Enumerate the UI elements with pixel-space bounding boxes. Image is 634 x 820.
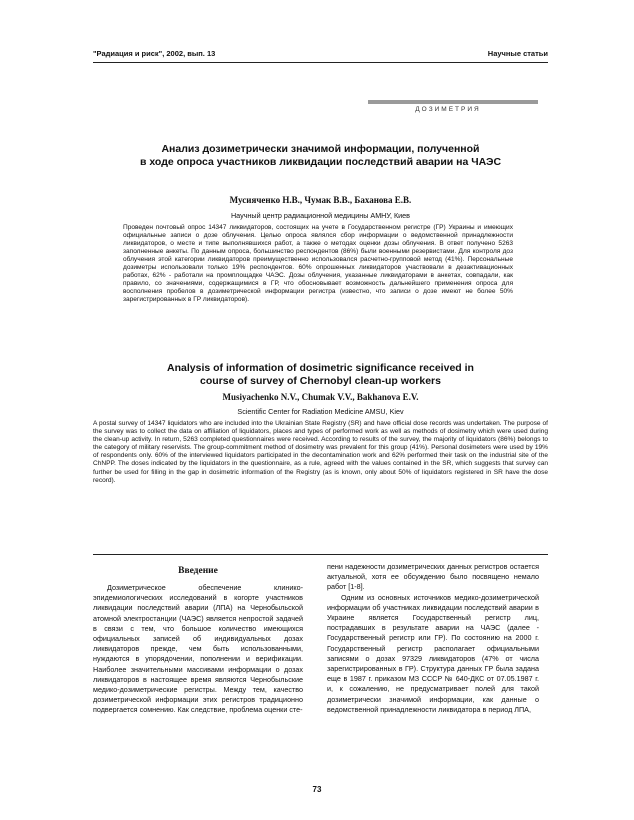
page-number: 73 <box>312 785 322 794</box>
intro-left-paragraph: Дозиметрическое обеспечение клинико-эпидемиологических исследований в когорте участников ликвидации последствий аварии (ЛПА) на Чернобыльской атомной электростанции (ЧАЭС) является непростой задачей в связи с тем, что большое количество имеющихся официальных записей об индивидуальных дозах ликвидаторов прежде, чем быть использованными, нуждаются в упорядочении, пополнении и верификации. Наиболее значительными массивами информации о дозах ликвидаторов в настоящее время являются Чернобыльские медико-дозиметрические регистры. Между тем, качество дозиметрической информации этих регистров традиционно подвергается сомнению. Как следствие, проблема оценки сте- <box>93 583 303 715</box>
intro-heading: Введение <box>178 566 218 576</box>
intro-right-column <box>327 562 539 715</box>
authors-en: Musiyachenko N.V., Chumak V.V., Bakhanova E.V. <box>222 392 419 402</box>
abstract-divider <box>93 554 548 555</box>
article-title-en <box>93 362 548 388</box>
abstract-ru <box>123 224 513 304</box>
intro-right-paragraph-2: Одним из основных источников медико-дозиметрической информации об участниках ликвидации последствий аварии в Украине является Государственный регистр лиц, пострадавших в результате аварии на ЧАЭС (далее - Государственный регистр или ГР). По состоянию на 2000 г. Государственный регистр располагает официальными записями о дозах 97329 ликвидаторов (47% от числа зарегистрированных в ГР). Структура данных ГР была задана еще в 1987 г. приказом МЗ СССР № 640-ДКС от 07.05.1987 г. и, к сожалению, не предусматривает полей для такой дозиметрически значимой информации, как данные о ведомственной принадлежности ликвидатора в период ЛПА, <box>327 592 539 714</box>
section-type: Научные статьи <box>487 49 548 58</box>
institution-ru: Научный центр радиационной медицины АМНУ, Киев <box>230 211 410 220</box>
authors-ru: Мусияченко Н.В., Чумак В.В., Баханова Е.В. <box>229 195 412 205</box>
abstract-en <box>93 420 548 485</box>
abstract-ru-text: Проведен почтовый опрос 14347 ликвидаторов, состоящих на учете в Государственном регистре (ГР) Украины и имеющих официальные записи о дозе облучения. Целью опроса являлся сбор информации о ведомственной принадлежности ликвидаторов, о месте и типе выполнявшихся работ, а также о методах оценки дозы облучения. В ответ получено 5263 заполненные анкеты. По данным опроса, большинство респондентов (86%) были военными резервистами. Для контроля доз облучения этой категории ликвидаторов преимущественно использовался расчетно-групповой метод (41%). Персональные дозиметры использовали только 19% респондентов. 60% опрошенных ликвидаторов участвовали в дезактивационных работах, 62% - работали на промплощадке ЧАЭС. Дозы облучения, указанные ликвидаторами в анкетах, совпадали, как правило, со значениями, содержащимися в ГР, что обосновывает возможность дальнейшего применения опроса для восполнения пробелов в дозиметрической информации регистра (известно, что записи о дозе имеют не более 50% зарегистрированных в ГР ликвидаторов). <box>123 224 513 304</box>
institution-en: Scientific Center for Radiation Medicine AMSU, Kiev <box>237 407 404 416</box>
title-en-line-1: Analysis of information of dosimetric significance received in <box>167 362 474 374</box>
section-band-bar <box>368 100 538 104</box>
abstract-en-text: A postal survey of 14347 liquidators who are included into the Ukrainian State Registry (SR) and have official dose records was undertaken. The purpose of the survey was to collect the data on affiliation of liquidators, places and types of performed work as well as methods of dosimetry which were used during the clean-up activity. In return, 5263 completed questionnaires were received. According to results of the survey, the majority of liquidators (86%) belongs to the category of military reservists. The group-commitment method of dosimetry was prevalent for this group (41%). Personal dosimeters were used by 19% of respondents only. 60% of the interviewed liquidators participated in the decontamination work and 62% performed their task on the industrial site of the ChNPP. The doses indicated by the liquidators in the questionnaire, as a rule, agreed with the values contained in the SR, which suggests that survey can further be used for filling in the gap in dosimetric information of the Registry (as is known, only about 50% of liquidators registered in SR have the dose record). <box>93 420 548 484</box>
article-title-ru <box>93 143 548 169</box>
intro-left-column <box>93 583 303 716</box>
title-en-line-2: course of survey of Chernobyl clean-up workers <box>200 375 441 387</box>
title-ru-line-1: Анализ дозиметрически значимой информации, полученной <box>161 143 480 155</box>
section-label: ДОЗИМЕТРИЯ <box>415 106 481 113</box>
section-band <box>368 100 538 116</box>
header-rule <box>93 62 548 63</box>
title-ru-line-2: в ходе опроса участников ликвидации последствий аварии на ЧАЭС <box>139 156 502 168</box>
intro-right-paragraph-1: пени надежности дозиметрических данных регистров остается актуальной, хотя ее обсуждению было посвящено немало работ [1-8]. <box>327 562 539 592</box>
journal-reference: "Радиация и риск", 2002, вып. 13 <box>93 49 216 58</box>
